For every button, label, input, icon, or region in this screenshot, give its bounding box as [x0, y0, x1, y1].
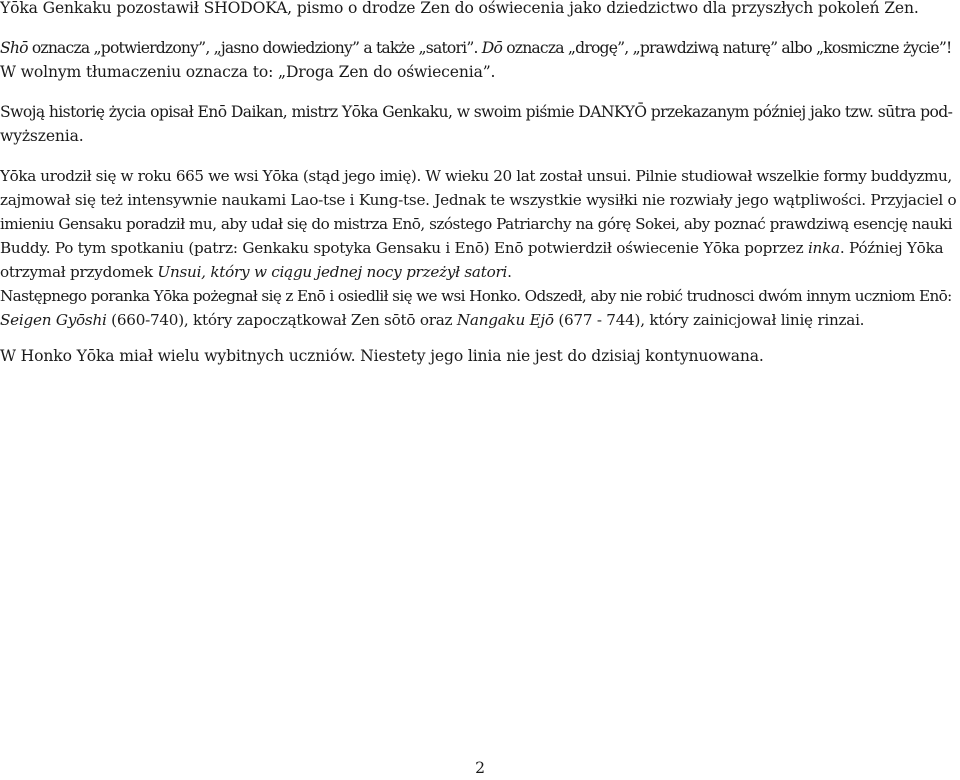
text-line: W wolnym tłumaczeniu oznacza to: „Droga Zen do oświecenia”.: [0, 63, 496, 81]
text-line: Yōka urodził się w roku 665 we wsi Yōka (stąd jego imię). W wieku 20 lat został unsui. Pilnie studiował wszelkie formy buddyzmu,: [0, 167, 952, 185]
term-sho: Shō: [0, 39, 28, 57]
page-number: 2: [475, 759, 485, 777]
paragraph-title-meaning: [0, 36, 958, 84]
text-line: zajmował się też intensywnie naukami Lao-tse i Kung-tse. Jednak te wszystkie wysiłki nie rozwiały jego wątpliwości. Przyjaciel o: [0, 191, 957, 209]
text-line: wyższenia.: [0, 127, 84, 145]
text-span: otrzymał przydomek: [0, 263, 158, 281]
text-line: [0, 36, 958, 60]
paragraph-dankyo: [0, 100, 958, 148]
term-nangaku-ejo: Nangaku Ejō: [456, 311, 554, 329]
text-span: oznacza „potwierdzony”, „jasno dowiedziony” a także „satori”.: [27, 39, 482, 57]
text-line: [0, 236, 958, 260]
text-line: Swoją historię życia opisał Enō Daikan, mistrz Yōka Genkaku, w swoim piśmie DANKYŌ przekazanym później jako tzw. sūtra pod-: [0, 103, 953, 121]
paragraph-yoka-biography: [0, 164, 958, 284]
term-do: Dō: [481, 39, 503, 57]
text-span: . Później Yōka: [839, 239, 944, 257]
paragraph-lineage: [0, 344, 958, 368]
text-span: (660-740), który zapoczątkował Zen sōtō oraz: [106, 311, 457, 329]
text-span: .: [507, 263, 512, 281]
paragraph-honko: [0, 284, 958, 332]
text-line: Yōka Genkaku pozostawił SHŌDŌKA, pismo o drodze Zen do oświecenia jako dziedzictwo dla przyszłych pokoleń Zen.: [0, 0, 919, 17]
text-line: [0, 308, 958, 332]
text-span: (677 - 744), który zainicjował linię rinzai.: [553, 311, 865, 329]
term-unsui: Unsui, który w ciągu jednej nocy przeżył satori: [157, 263, 508, 281]
text-span: Buddy. Po tym spotkaniu (patrz: Genkaku spotyka Gensaku i Enō) Enō potwierdził oświecenie Yōka poprzez: [0, 239, 808, 257]
term-inka: inka: [807, 239, 840, 257]
text-line: Następnego poranka Yōka pożegnał się z Enō i osiedlił się we wsi Honko. Odszedł, aby nie robić trudnosci dwóm innym uczniom Enō:: [0, 287, 952, 305]
term-seigen-gyoshi: Seigen Gyōshi: [0, 311, 107, 329]
text-line: W Honko Yōka miał wielu wybitnych uczniów. Niestety jego linia nie jest do dzisiaj kontynuowana.: [0, 347, 764, 365]
paragraph-shodoka-intro: [0, 0, 958, 20]
text-line: imieniu Gensaku poradził mu, aby udał się do mistrza Enō, szóstego Patriarchy na górę Sokei, aby poznać prawdziwą esencję nauki: [0, 215, 952, 233]
text-span: oznacza „drogę”, „prawdziwą naturę” albo „kosmiczne życie”!: [502, 39, 952, 57]
text-line: [0, 260, 958, 284]
